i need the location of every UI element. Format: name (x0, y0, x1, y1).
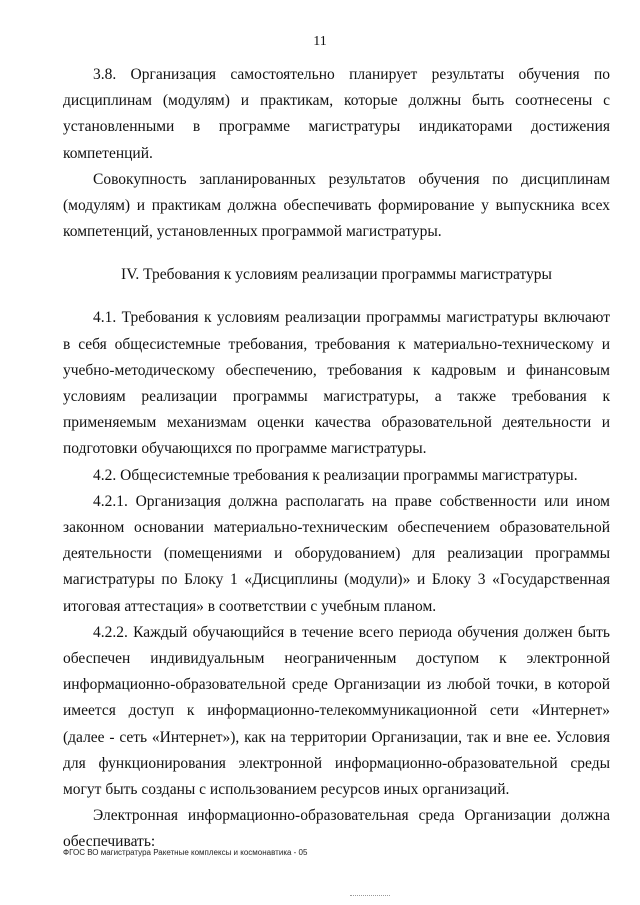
paragraph-eios: Электронная информационно-образовательная среда Организации должна обеспечивать: (63, 807, 610, 851)
section-heading: IV. Требования к условиям реализации программы магистратуры (121, 266, 552, 284)
paragraph-4-2-1: 4.2.1. Организация должна располагать на праве собственности или ином законном основании материально-техническим обеспечением образовательной деятельности (помещениями и оборудованием) для реализации программы магистратуры по Блоку 1 «Дисциплины (модули)» и Блоку 3 «Государственная итоговая аттестация» в соответствии с учебным планом. (63, 492, 610, 615)
paragraph-4-1: 4.1. Требования к условиям реализации программы магистратуры включают в себя общесистемные требования, требования к материально-техническому и учебно-методическому обеспечению, требования к кадровым и финансовым условиям реализации программы магистратуры, а также требования к применяемым механизмам оценки качества образовательной деятельности и подготовки обучающихся по программе магистратуры. (63, 309, 610, 458)
paragraph-learning-results: Совокупность запланированных результатов обучения по дисциплинам (модулям) и практикам должна обеспечивать формирование у выпускника всех компетенций, установленных программой магистратуры. (63, 170, 610, 241)
paragraph-4-2-2: 4.2.2. Каждый обучающийся в течение всего периода обучения должен быть обеспечен индивидуальным неограниченным доступом к электронной информационно-образовательной среде Организации из любой точки, в которой имеется доступ к информационно-телекоммуникационной сети «Интернет» (далее - сеть «Интернет»), как на территории Организации, так и вне ее. Условия для функционирования электронной информационно-образовательной среды могут быть созданы с использованием ресурсов иных организаций. (63, 623, 610, 799)
paragraph-3-8: 3.8. Организация самостоятельно планирует результаты обучения по дисциплинам (модулям) и практикам, которые должны быть соотнесены с установленными в программе магистратуры индикаторами достижения компетенций. (63, 66, 610, 162)
paragraph-4-2: 4.2. Общесистемные требования к реализации программы магистратуры. (93, 466, 578, 484)
page-number: 11 (313, 34, 327, 49)
page-footer: ФГОС ВО магистратура Ракетные комплексы и космонавтика - 05 (63, 848, 308, 857)
document-body (63, 62, 610, 856)
scan-artifact-line (350, 895, 390, 896)
